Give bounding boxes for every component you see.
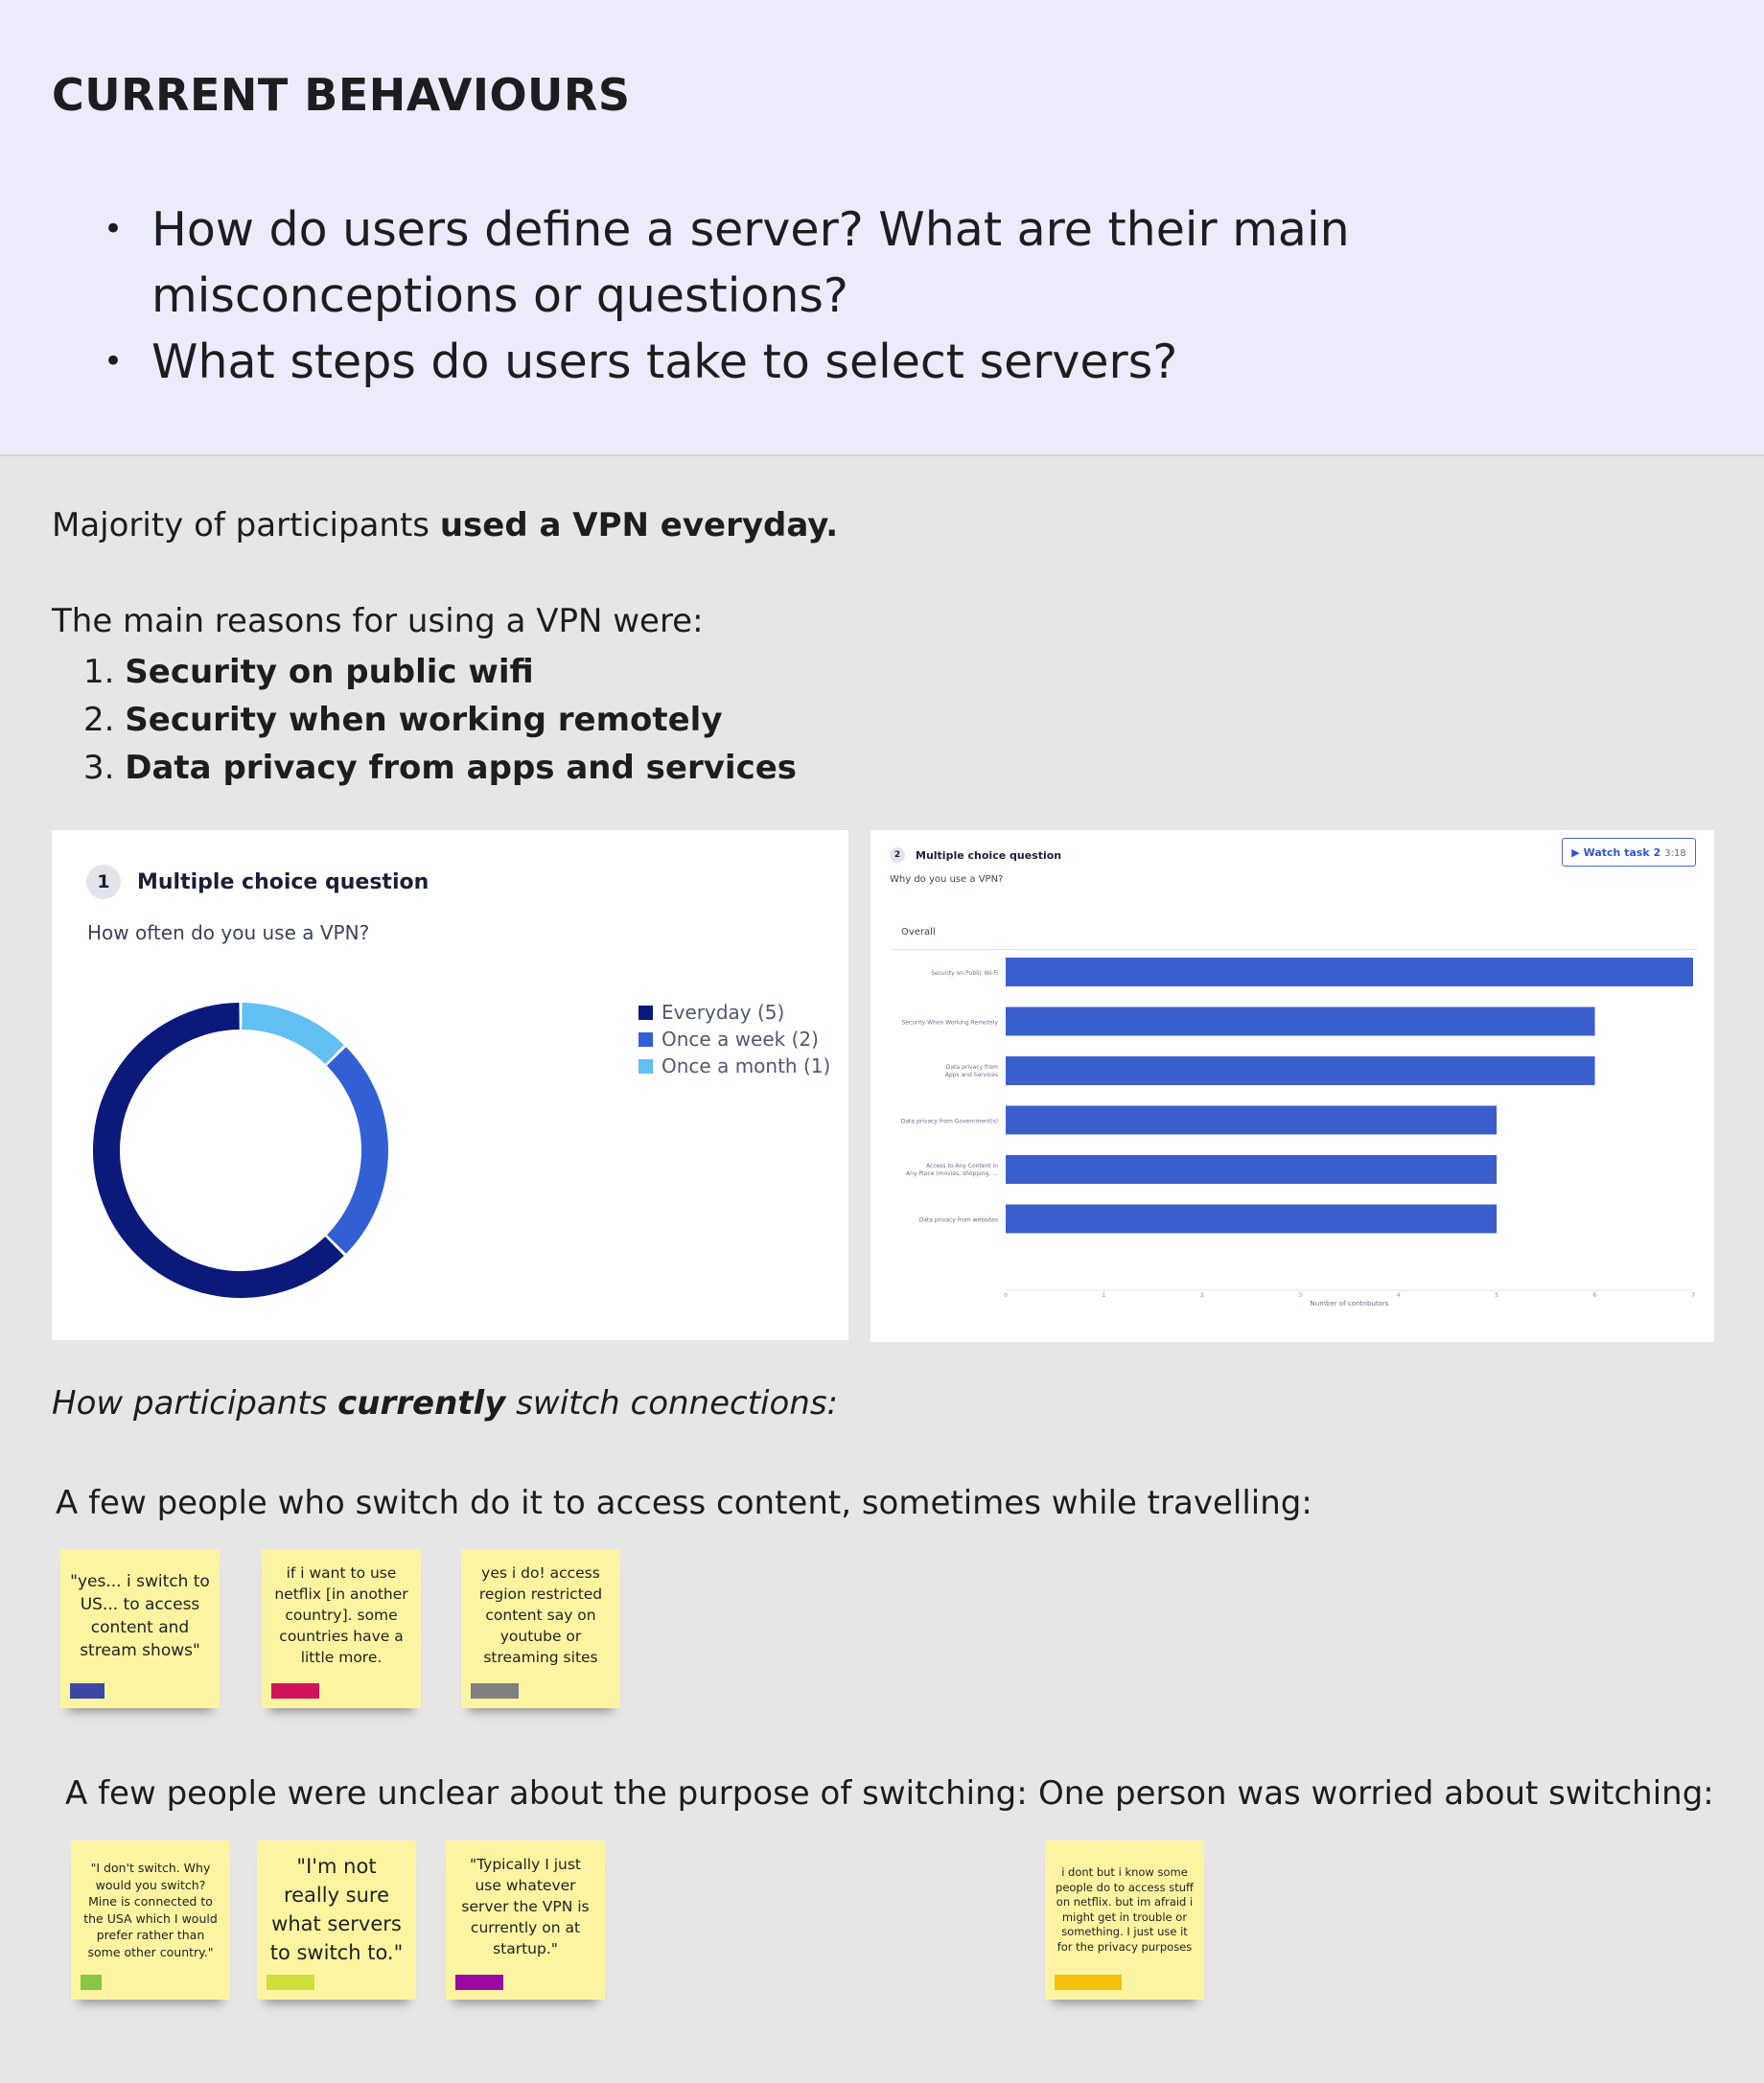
legend-swatch bbox=[638, 1006, 653, 1020]
donut-slice-everyday bbox=[106, 1016, 335, 1285]
group-label-unclear: A few people were unclear about the purpose of switching: bbox=[65, 1774, 1028, 1813]
section-title: CURRENT BEHAVIOURS bbox=[52, 69, 631, 121]
sticky-note-tag bbox=[455, 1975, 503, 1990]
sticky-note-tag bbox=[81, 1975, 102, 1990]
bar-category-label: Security When Working Remotely bbox=[901, 1019, 998, 1027]
x-tick-label: 0 bbox=[1004, 1292, 1008, 1299]
finding-reasons-intro: The main reasons for using a VPN were: bbox=[52, 602, 704, 640]
question-text: Why do you use a VPN? bbox=[890, 874, 1004, 885]
bar-category-label: Security on Public Wi-Fi bbox=[931, 970, 998, 977]
sticky-note[interactable] bbox=[71, 1840, 230, 2000]
frequency-chart-card bbox=[52, 830, 848, 1340]
bar-category-label: Access to Any Content in Any Place (movies, shopping, ... bbox=[906, 1163, 998, 1177]
reasons-list bbox=[52, 648, 797, 792]
question-type-title: Multiple choice question bbox=[137, 870, 429, 894]
sticky-note-text: if i want to use netflix [in another country]. some countries have a little more. bbox=[274, 1564, 408, 1666]
research-questions bbox=[104, 197, 1685, 395]
x-tick-label: 7 bbox=[1691, 1292, 1695, 1299]
finding-usage-text: Majority of participants bbox=[52, 506, 440, 544]
sticky-note-text: "yes... i switch to US... to access content and stream shows" bbox=[70, 1572, 210, 1660]
watch-task-duration: 3:18 bbox=[1664, 848, 1686, 859]
bar-category-label: Data privacy from Government(s) bbox=[900, 1118, 998, 1125]
sticky-note-tag bbox=[70, 1683, 104, 1699]
sticky-note[interactable] bbox=[1045, 1840, 1204, 2000]
reason-text: Security when working remotely bbox=[125, 701, 723, 739]
x-tick-label: 3 bbox=[1298, 1292, 1303, 1299]
switching-heading-text: How participants bbox=[52, 1384, 338, 1423]
watch-task-label: ▶ Watch task 2 bbox=[1571, 846, 1661, 859]
question-text: How often do you use a VPN? bbox=[87, 921, 370, 944]
bar-3 bbox=[1006, 1056, 1595, 1085]
legend-label: Once a week (2) bbox=[662, 1028, 819, 1051]
finding-usage bbox=[52, 506, 838, 544]
sticky-note-tag bbox=[271, 1683, 319, 1699]
tab-overall[interactable]: Overall bbox=[901, 927, 936, 937]
reason-text: Data privacy from apps and services bbox=[125, 749, 798, 787]
donut-slice-once-a-month bbox=[242, 1016, 335, 1054]
group-label-content-access: A few people who switch do it to access content, sometimes while travelling: bbox=[56, 1484, 1312, 1522]
reason-text: Security on public wifi bbox=[125, 653, 534, 691]
section-divider bbox=[0, 454, 1764, 456]
question-type-title: Multiple choice question bbox=[916, 849, 1062, 862]
sticky-note[interactable] bbox=[461, 1549, 620, 1708]
bar-category-label: Data privacy from Apps and Services bbox=[944, 1064, 998, 1078]
reason-item bbox=[52, 744, 797, 792]
donut-slice-once-a-week bbox=[337, 1056, 375, 1244]
reason-number: 3. bbox=[83, 749, 115, 787]
reason-item bbox=[52, 696, 797, 744]
sticky-note[interactable] bbox=[446, 1840, 605, 2000]
sticky-note-tag bbox=[471, 1683, 519, 1699]
bar-category-label: Data privacy from websites bbox=[918, 1216, 998, 1224]
reasons-bar-chart bbox=[870, 830, 1714, 1342]
sticky-note-text: "I'm not really sure what servers to switch to." bbox=[269, 1855, 404, 1964]
switching-heading-text: switch connections: bbox=[505, 1384, 839, 1423]
sticky-note-tag bbox=[267, 1975, 314, 1990]
sticky-note-text: "Typically I just use whatever server the VPN is currently on at startup." bbox=[461, 1856, 590, 1957]
frequency-donut-chart bbox=[52, 830, 848, 1340]
question-number-badge: 2 bbox=[890, 847, 905, 863]
x-axis-label: Number of contributors bbox=[1310, 1300, 1389, 1308]
header-section bbox=[0, 0, 1764, 454]
legend-label: Once a month (1) bbox=[662, 1054, 831, 1077]
sticky-note[interactable] bbox=[60, 1549, 220, 1708]
chart-legend bbox=[638, 999, 830, 1079]
research-question: • What steps do users take to select servers? bbox=[104, 329, 1685, 395]
group-label-worried: One person was worried about switching: bbox=[1038, 1774, 1714, 1813]
sticky-note[interactable] bbox=[262, 1549, 421, 1708]
legend-swatch bbox=[638, 1059, 653, 1074]
x-tick-label: 6 bbox=[1592, 1292, 1597, 1299]
sticky-note-text: "I don't switch. Why would you switch? Mine is connected to the USA which I would prefer rather than some other country." bbox=[83, 1861, 218, 1959]
x-tick-label: 5 bbox=[1495, 1292, 1499, 1299]
x-tick-label: 2 bbox=[1199, 1292, 1204, 1299]
question-number-badge: 1 bbox=[86, 865, 121, 899]
sticky-note-text: yes i do! access region restricted content say on youtube or streaming sites bbox=[478, 1564, 603, 1666]
reasons-chart-card bbox=[870, 830, 1714, 1342]
switching-heading-emphasis: currently bbox=[337, 1384, 506, 1423]
legend-item-monthly bbox=[638, 1053, 830, 1079]
reason-number: 2. bbox=[83, 701, 115, 739]
sticky-note[interactable] bbox=[257, 1840, 416, 2000]
legend-item-everyday bbox=[638, 999, 830, 1026]
reason-number: 1. bbox=[83, 653, 115, 691]
research-question: • How do users define a server? What are their main misconceptions or questions? bbox=[104, 197, 1685, 329]
bar-4 bbox=[1006, 1106, 1497, 1135]
bar-2 bbox=[1006, 1007, 1595, 1036]
legend-label: Everyday (5) bbox=[662, 1001, 785, 1024]
sticky-note-tag bbox=[1055, 1975, 1122, 1990]
bar-1 bbox=[1006, 958, 1693, 986]
finding-usage-highlight: used a VPN everyday. bbox=[439, 506, 839, 544]
sticky-note-text: i dont but i know some people do to access stuff on netflix. but im afraid i might get in trouble or something. I just use it for the privacy purposes bbox=[1056, 1865, 1194, 1954]
switching-heading bbox=[52, 1384, 838, 1423]
x-tick-label: 4 bbox=[1396, 1292, 1401, 1299]
bar-5 bbox=[1006, 1155, 1497, 1184]
legend-item-weekly bbox=[638, 1026, 830, 1053]
bar-6 bbox=[1006, 1205, 1497, 1234]
x-tick-label: 1 bbox=[1102, 1292, 1106, 1299]
reason-item bbox=[52, 648, 797, 696]
legend-swatch bbox=[638, 1032, 653, 1047]
